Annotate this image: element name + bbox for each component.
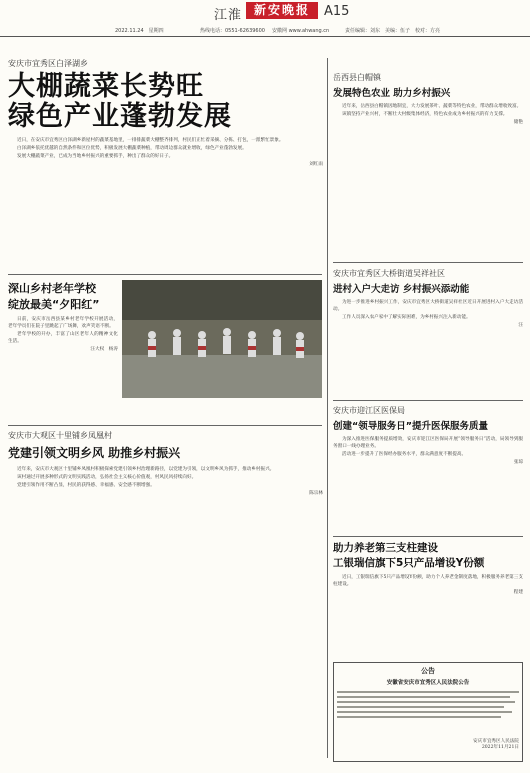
article-bank bbox=[333, 540, 523, 660]
article-paragraph: 近年来，安庆市大观区十里铺乡凤凰村积极探索党建引领乡村治理新路径，以党建为引领，以文明乡风为抓手，推动乡村振兴。 bbox=[17, 467, 275, 472]
article-paragraph: 为深入推进医保服务提质增效，安庆市迎江区医保局开展“领导服务日”活动，局领导到服务窗口一线办理业务。 bbox=[333, 437, 523, 449]
masthead bbox=[0, 0, 530, 22]
notice-heading: 公告 bbox=[421, 667, 435, 675]
article-kicker: 安庆市宜秀区大桥街道吴祥社区 bbox=[333, 269, 445, 278]
divider bbox=[333, 262, 523, 263]
divider bbox=[8, 274, 322, 275]
article-author: 陈宗林 bbox=[309, 491, 323, 496]
article-author: 刘红雨 bbox=[309, 162, 323, 167]
notice-date: 2022年11月21日 bbox=[481, 745, 519, 750]
article-headline-line2: 工银瑞信旗下5只产品增设Y份额 bbox=[333, 557, 485, 569]
page-number: A15 bbox=[324, 4, 350, 19]
article-yuexi bbox=[333, 72, 523, 257]
column-divider bbox=[327, 58, 328, 758]
article-headline-line1: 助力养老第三支柱建设 bbox=[333, 542, 438, 554]
article-elderly bbox=[8, 280, 118, 420]
article-kicker: 安庆市迎江区医保局 bbox=[333, 406, 405, 415]
article-kicker: 安庆市宜秀区白泽湖乡 bbox=[8, 59, 88, 68]
article-party bbox=[8, 430, 323, 760]
info-bar bbox=[0, 24, 530, 37]
article-paragraph: 工作人员深入农户家中了解实际困难，为乡村振兴注入新动能。 bbox=[342, 315, 471, 320]
article-paragraph: 白泽湖乡依托优越的自然条件和区位优势，积极发展大棚蔬菜种植，带动周边群众就业增收，绿色产业蓬勃发展。 bbox=[17, 146, 247, 151]
article-headline: 创建“领导服务日”提升医保服务质量 bbox=[333, 421, 488, 432]
article-headline: 发展特色农业 助力乡村振兴 bbox=[333, 88, 451, 99]
article-paragraph: 为进一步推进乡村振兴工作，安庆市宜秀区大桥街道吴祥社区近日开展进村入户大走访活动。 bbox=[333, 300, 523, 312]
divider bbox=[333, 400, 523, 401]
article-paragraph: 老年学校的开办，丰富了山区老年人的精神文化生活。 bbox=[8, 332, 118, 344]
editor-line: 责任编辑：刘东 美编：伍子 校对：方亮 bbox=[345, 28, 441, 34]
article-service bbox=[333, 405, 523, 535]
notice-text-block bbox=[337, 688, 519, 738]
court-notice bbox=[333, 662, 523, 762]
article-paragraph: 该村通过开展多种形式的文明实践活动，弘扬社会主义核心价值观，村风民风持续向好。 bbox=[17, 475, 197, 480]
article-headline-line1: 大棚蔬菜长势旺 bbox=[8, 71, 204, 102]
logo-icon: 新安晚报 bbox=[246, 2, 318, 19]
article-author: 程建 bbox=[513, 590, 523, 595]
article-author: 张琼 bbox=[513, 460, 523, 465]
article-paragraph: 近年来，岳西县白帽镇因地制宜，大力发展茶叶、蔬菜等特色农业，带动群众增收致富。 bbox=[342, 104, 522, 109]
contact-tel: 热线电话：0551-62639600 bbox=[200, 28, 265, 34]
divider bbox=[8, 425, 322, 426]
article-headline-line2: 绿色产业蓬勃发展 bbox=[8, 101, 232, 132]
article-paragraph: 活动进一步提升了医保经办服务水平，群众满意度不断提高。 bbox=[342, 452, 467, 457]
article-headline-line1: 深山乡村老年学校 bbox=[8, 282, 96, 295]
notice-court: 安庆市宜秀区人民法院 bbox=[473, 739, 519, 744]
article-paragraph: 该镇坚持产业兴村，不断壮大村级集体经济，特色农业成为乡村振兴的有力支撑。 bbox=[342, 112, 508, 117]
article-talent bbox=[333, 268, 523, 368]
article-paragraph: 日前，安庆市岳西县某乡村老年学校开展活动，老年学员们在院子里跳起了广场舞，欢声笑语不断。 bbox=[8, 317, 118, 329]
article-main bbox=[8, 58, 323, 273]
issue-date: 2022.11.24 星期四 bbox=[115, 28, 164, 34]
article-paragraph: 近日，在安庆市宜秀区白泽湖乡新屋村的蔬菜基地里，一排排蔬菜大棚整齐排列，村民们正忙着采摘、分拣、打包，一派繁忙景象。 bbox=[17, 138, 284, 143]
article-author: 储艳 bbox=[513, 120, 523, 125]
article-author: 汪 bbox=[518, 323, 523, 328]
photo-dancers bbox=[122, 280, 322, 398]
notice-organization: 安徽省安庆市宜秀区人民法院公告 bbox=[386, 680, 470, 686]
article-author: 汪大权 杨涛 bbox=[90, 347, 118, 352]
article-kicker: 岳西县白帽镇 bbox=[333, 73, 381, 82]
article-headline: 党建引领文明乡风 助推乡村振兴 bbox=[8, 446, 181, 460]
article-paragraph: 发展大棚蔬菜产业，已成为当地乡村振兴的重要抓手，种出了群众的好日子。 bbox=[17, 154, 174, 159]
article-headline: 进村入户大走访 乡村振兴添动能 bbox=[333, 284, 470, 295]
website: 安徽网 www.ahwang.cn bbox=[272, 28, 330, 34]
article-paragraph: 党建引领作用不断凸显，村民的获得感、幸福感、安全感不断增强。 bbox=[17, 483, 155, 488]
article-kicker: 安庆市大观区十里铺乡凤凰村 bbox=[8, 431, 112, 440]
article-paragraph: 近日，工银瑞信旗下5只产品增设Y份额，助力个人养老金制度落地，积极服务养老第三支柱建设。 bbox=[333, 575, 523, 587]
photo-image bbox=[122, 280, 322, 398]
article-headline-line2: 绽放最美“夕阳红” bbox=[8, 298, 100, 311]
divider bbox=[333, 536, 523, 537]
masthead-region: 江淮 bbox=[214, 8, 243, 23]
